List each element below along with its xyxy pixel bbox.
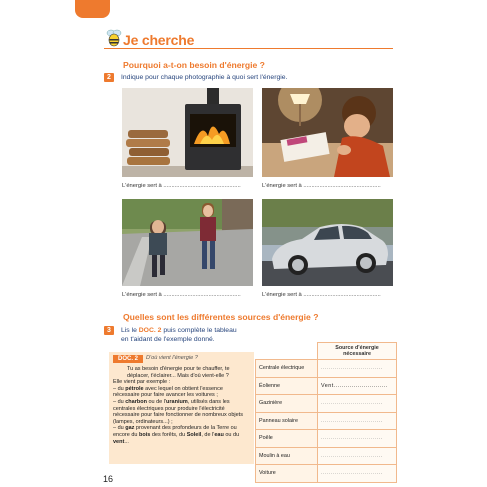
doc-line-charbon: – du charbon ou de l'uranium, utilisés dans les centrales électriques pour produire l'électricité nécessaire pour faire fonctionner de nombreux objets (lampes, ordinateurs...) ; — [113, 398, 243, 425]
photo-car — [262, 199, 393, 286]
table-cell-answer[interactable]: Vent........................... — [318, 377, 397, 395]
table-cell-answer[interactable]: ............................... — [318, 395, 397, 413]
table-corner — [256, 343, 318, 360]
table-row — [256, 447, 397, 465]
table-row — [256, 395, 397, 413]
table-cell-answer[interactable]: ............................... — [318, 430, 397, 448]
table-cell-answer[interactable]: ............................... — [318, 465, 397, 483]
exercise-2-instruction: Indique pour chaque photographie à quoi sert l'énergie. — [121, 74, 288, 81]
doc-line-petrole: – du pétrole avec lequel on obtient l'essence nécessaire pour faire avancer les voitures ; — [113, 385, 223, 399]
photo-wood-stove — [122, 88, 253, 177]
table-cell-item: Poêle — [256, 430, 318, 448]
exercise-number-2: 2 — [104, 73, 114, 82]
bee-icon — [106, 29, 122, 47]
photo-1-caption: L'énergie sert à ................................................ — [122, 183, 241, 189]
page-tab — [75, 0, 110, 18]
page-number: 16 — [103, 474, 114, 484]
exercise-3-instruction-line2: en t'aidant de l'exemple donné. — [121, 336, 215, 343]
doc-paragraph: Tu as besoin d'énergie pour te chauffer, te déplacer, t'éclairer... Mais d'où vient-elle ? — [127, 366, 230, 379]
photo-2-caption: L'énergie sert à ................................................ — [262, 183, 381, 189]
photo-3-caption: L'énergie sert à ................................................ — [122, 292, 241, 298]
doc-question: D'où vient l'énergie ? — [146, 355, 198, 361]
table-cell-item: Éolienne — [256, 377, 318, 395]
table-cell-item: Voiture — [256, 465, 318, 483]
photo-child-lamp — [262, 88, 393, 177]
table-row — [256, 412, 397, 430]
table-cell-item: Moulin à eau — [256, 447, 318, 465]
table-header: Source d'énergie nécessaire — [318, 343, 397, 360]
table-cell-item: Centrale électrique — [256, 360, 318, 378]
doc-reference: DOC. 2 — [138, 327, 162, 334]
table-cell-answer[interactable]: ............................... — [318, 412, 397, 430]
table-cell-answer[interactable]: ............................... — [318, 447, 397, 465]
table-cell-item: Panneau solaire — [256, 412, 318, 430]
table-cell-answer[interactable]: ............................... — [318, 360, 397, 378]
energy-source-table — [255, 342, 397, 483]
doc-label: DOC. 2 — [113, 355, 143, 363]
table-row — [256, 465, 397, 483]
table-row — [256, 360, 397, 378]
section-title: Je cherche — [123, 32, 195, 48]
doc-intro: Elle vient par exemple : — [113, 379, 171, 386]
question-heading-2: Quelles sont les différentes sources d'énergie ? — [123, 312, 319, 322]
question-heading-1: Pourquoi a-t-on besoin d'énergie ? — [123, 60, 265, 70]
table-row — [256, 430, 397, 448]
table-row — [256, 377, 397, 395]
photo-4-caption: L'énergie sert à ................................................ — [262, 292, 381, 298]
doc-text — [113, 366, 251, 445]
exercise-3-instruction: Lis le DOC. 2 puis complète le tableau — [121, 327, 237, 334]
doc-line-gaz: – du gaz provenant des profondeurs de la Terre ou encore du bois des forêts, du Soleil, de l'eau ou du vent... — [113, 425, 240, 445]
exercise-number-3: 3 — [104, 326, 114, 335]
section-divider — [104, 48, 393, 49]
table-cell-item: Gazinière — [256, 395, 318, 413]
photo-children-walking — [122, 199, 253, 286]
